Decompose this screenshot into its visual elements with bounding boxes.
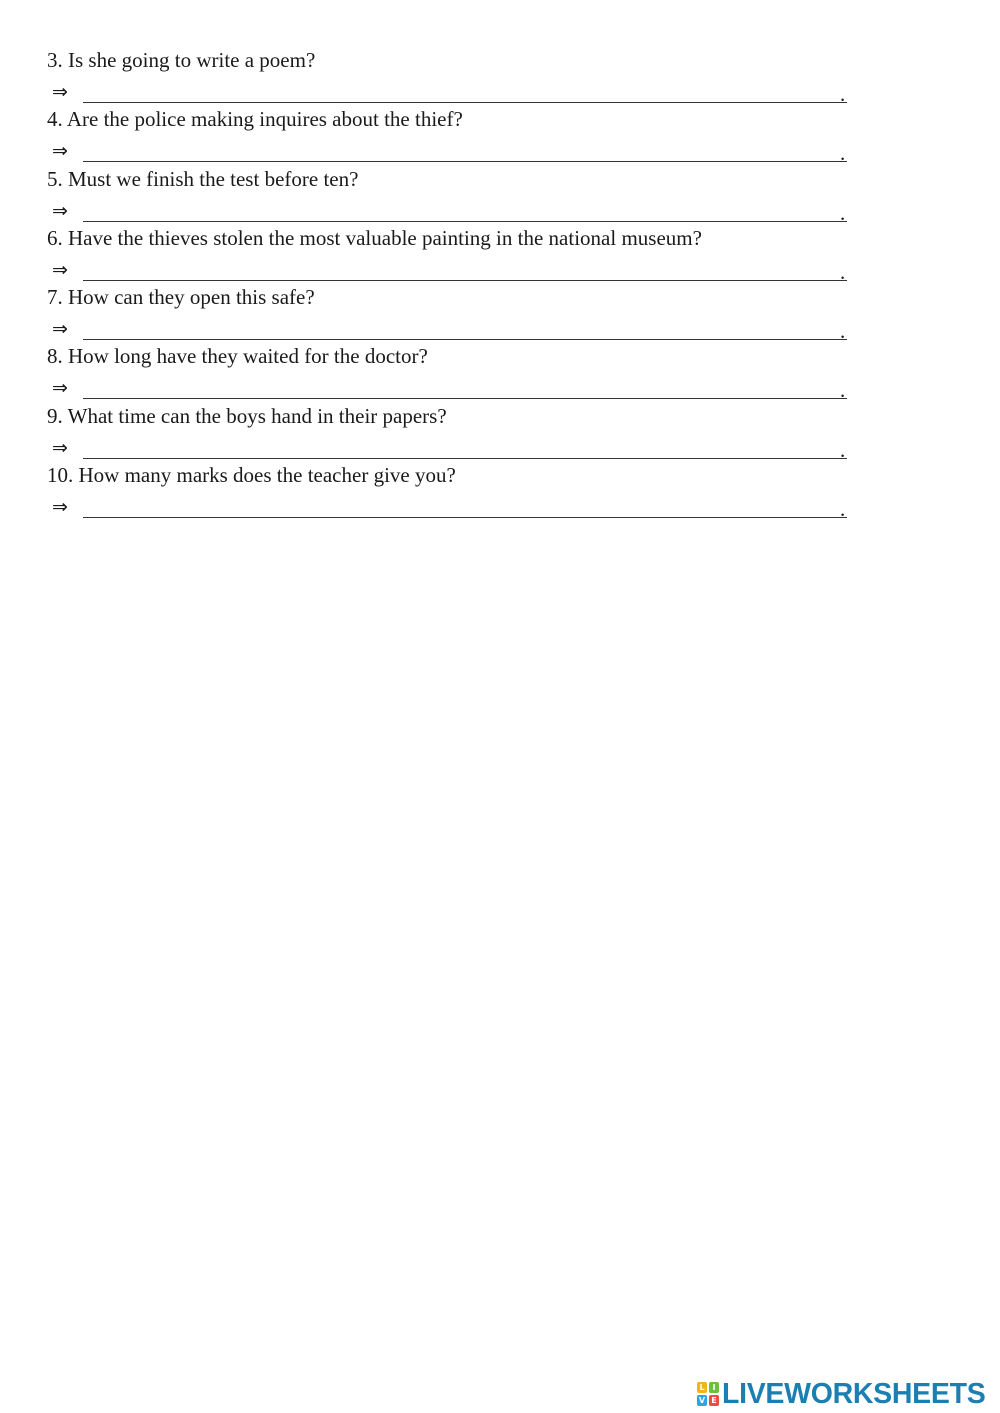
question-text: 9. What time can the boys hand in their papers? [47,403,447,428]
answer-input-10[interactable] [83,493,847,518]
answer-row [52,315,847,343]
question-item-6 [47,224,847,283]
question-text: 10. How many marks does the teacher give you? [47,463,456,488]
answer-input-6[interactable] [83,256,847,281]
arrow-icon: ⇒ [52,436,68,459]
logo-letter: I [709,1382,719,1393]
answer-input-4[interactable] [83,137,847,162]
question-text: 8. How long have they waited for the doctor? [47,344,428,369]
answer-row [52,434,847,462]
arrow-icon: ⇒ [52,81,68,103]
answer-row [52,137,847,165]
arrow-icon: ⇒ [52,140,68,163]
answer-row [52,374,847,402]
answer-period: . [840,259,846,284]
answer-period: . [840,378,846,403]
arrow-icon: ⇒ [52,258,68,281]
answer-row [52,493,847,521]
answer-period: . [840,497,846,522]
logo-letter: L [697,1382,707,1393]
arrow-icon: ⇒ [52,318,68,341]
answer-input-3[interactable] [83,78,847,103]
answer-period: . [840,200,846,225]
question-item-3 [47,46,847,105]
answer-row [52,78,847,106]
logo-letter: E [709,1395,719,1406]
liveworksheets-logo [697,1378,985,1410]
question-text: 5. Must we finish the test before ten? [47,166,359,191]
logo-text: LIVEWORKSHEETS [722,1378,986,1410]
question-text: 6. Have the thieves stolen the most valuable painting in the national museum? [47,225,702,250]
question-item-10 [47,461,847,520]
answer-period: . [840,82,846,106]
worksheet [47,46,847,520]
arrow-icon: ⇒ [52,377,68,400]
answer-period: . [840,319,846,344]
arrow-icon: ⇒ [52,496,68,519]
question-item-4 [47,105,847,164]
question-text: 3. Is she going to write a poem? [47,48,316,72]
arrow-icon: ⇒ [52,199,68,222]
question-item-8 [47,342,847,401]
question-text: 7. How can they open this safe? [47,285,315,310]
logo-letter: V [698,1396,706,1405]
question-item-5 [47,165,847,224]
answer-input-7[interactable] [83,315,847,340]
answer-input-9[interactable] [83,434,847,459]
question-item-9 [47,402,847,461]
answer-period: . [840,141,846,166]
logo-icon [697,1382,719,1406]
answer-row [52,256,847,284]
answer-input-8[interactable] [83,374,847,399]
question-item-7 [47,283,847,342]
answer-period: . [840,437,846,462]
answer-input-5[interactable] [83,197,847,222]
answer-row [52,197,847,225]
question-text: 4. Are the police making inquires about the thief? [47,107,463,132]
